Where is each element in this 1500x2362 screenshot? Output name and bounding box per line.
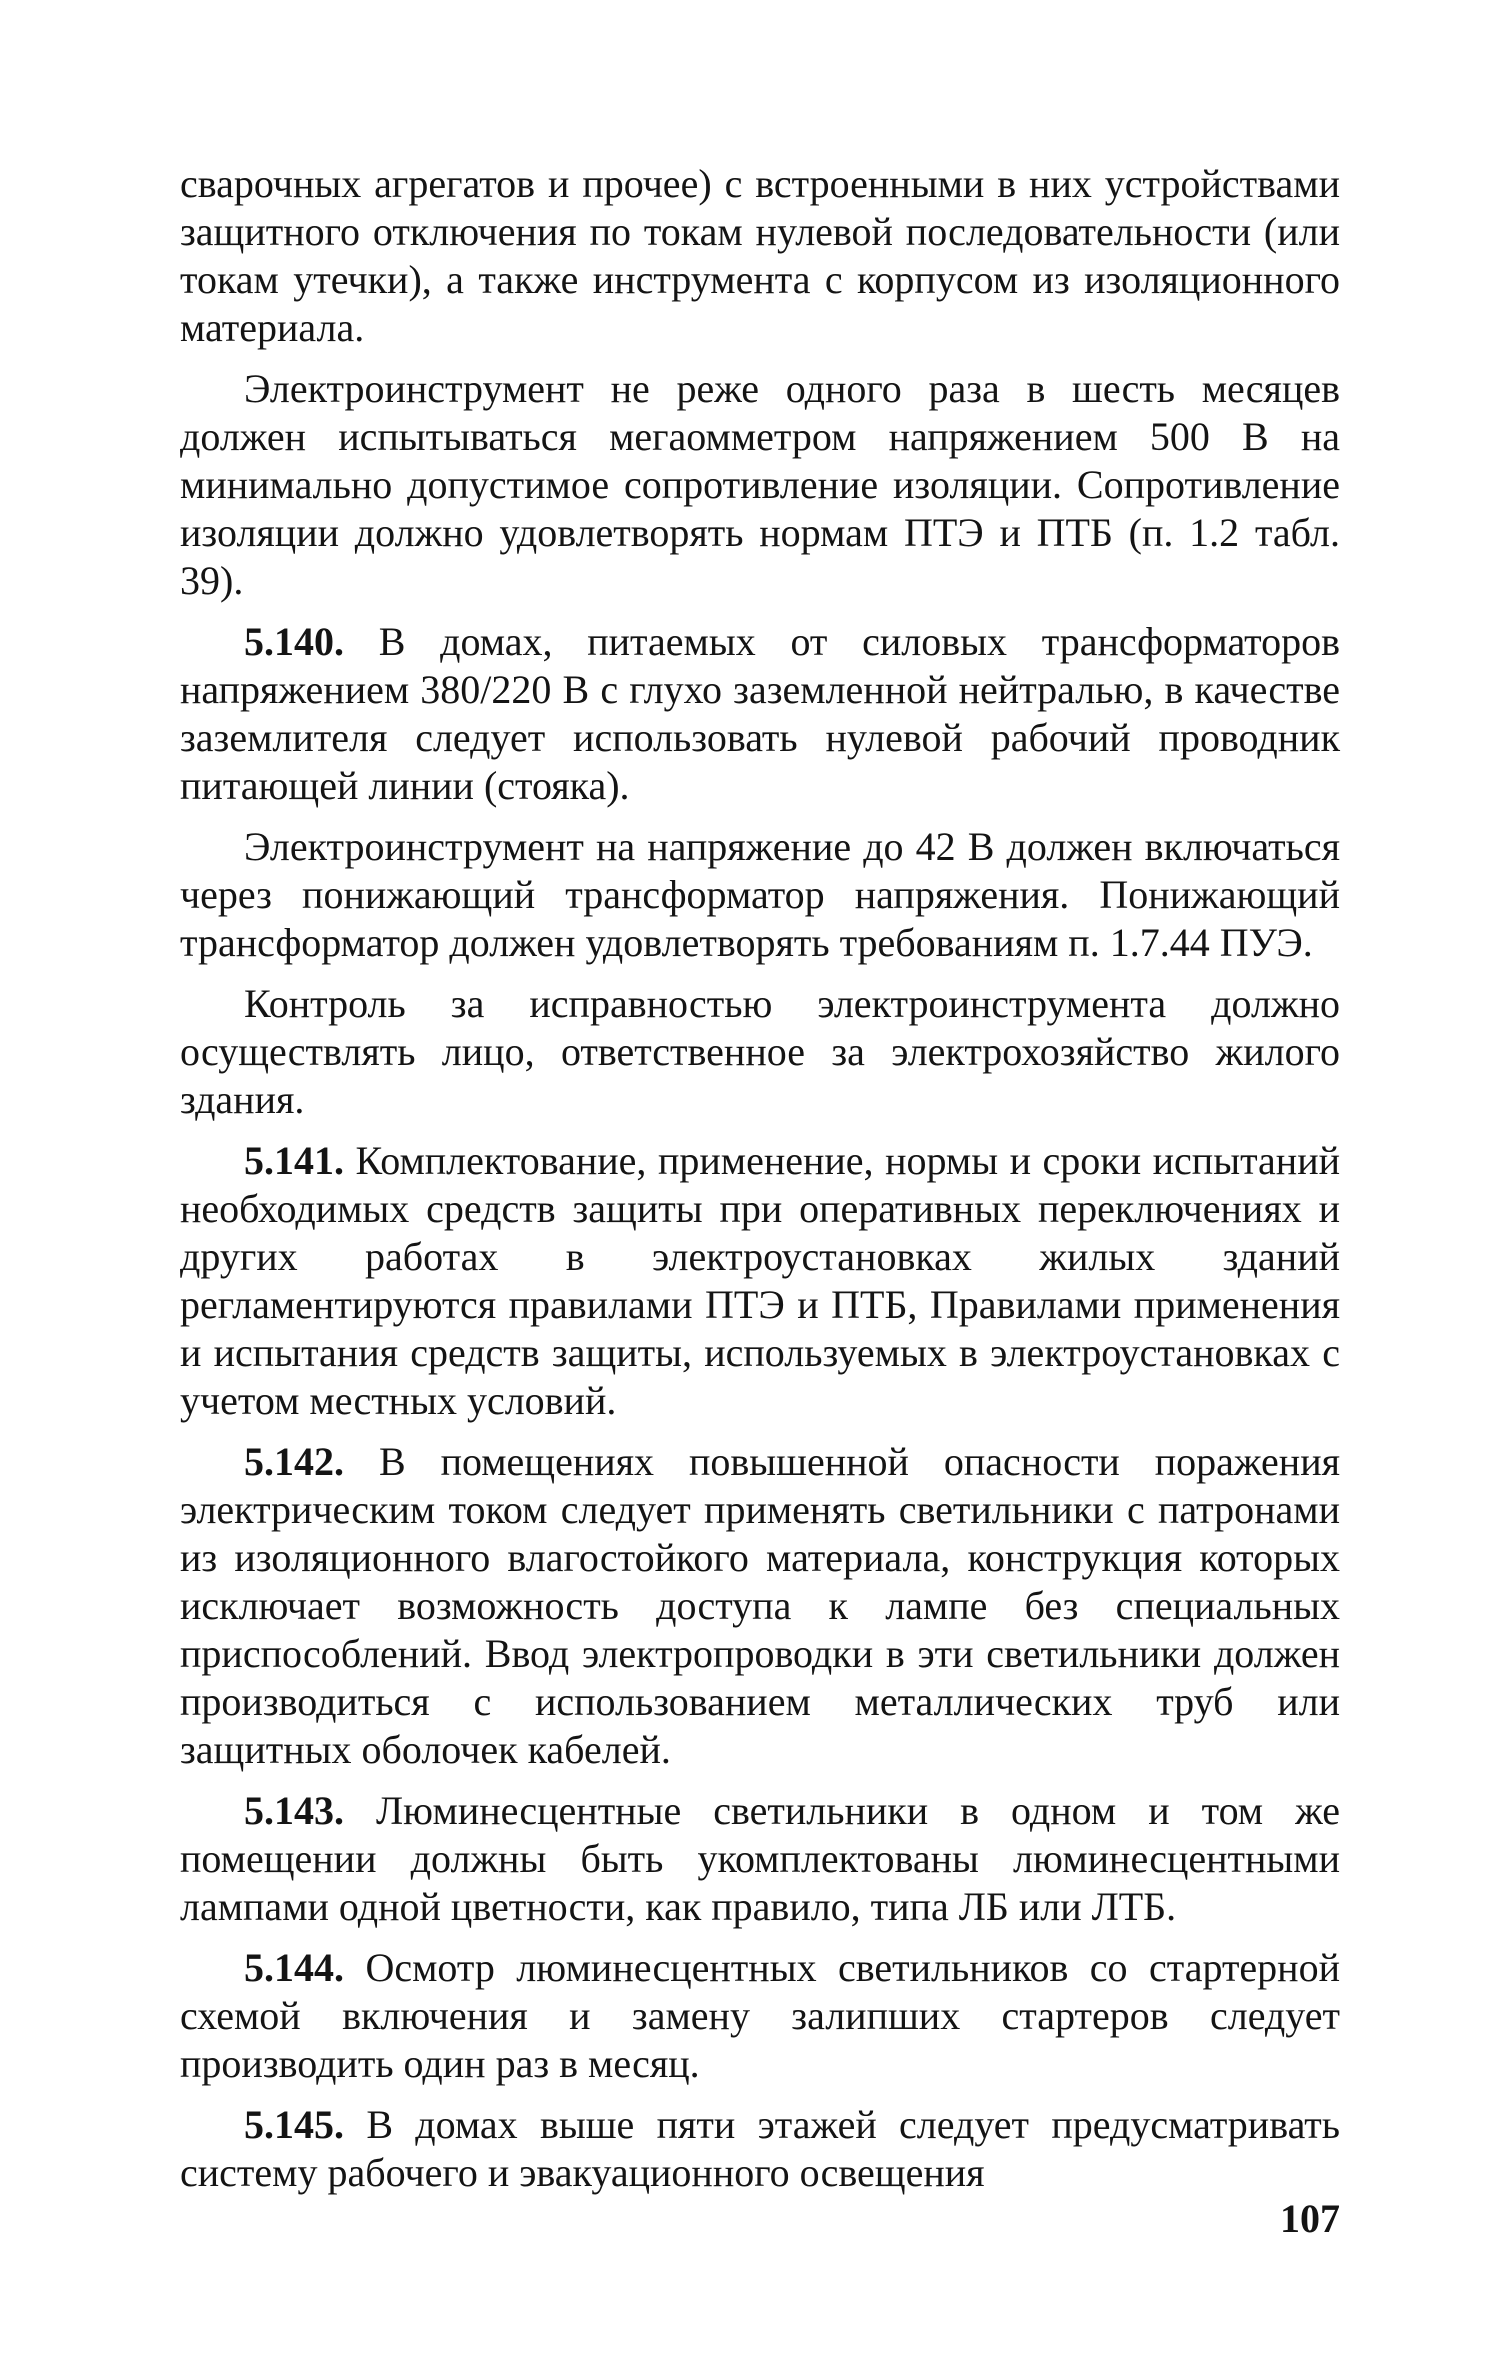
paragraph-text: В домах выше пяти этажей следует предусматривать систему рабочего и эвакуационного освещения <box>180 2102 1341 2195</box>
paragraph-continuation <box>180 160 1340 352</box>
paragraph-text: Электроинструмент на напряжение до 42 В должен включаться через понижающий трансформатор напряжения. Понижающий трансформатор должен удовлетворять требованиям п. 1.7.44 ПУЭ. <box>180 824 1340 965</box>
clause-number: 5.140. <box>244 619 344 664</box>
clause-number: 5.145. <box>244 2102 344 2147</box>
paragraph-text: Электроинструмент не реже одного раза в шесть месяцев должен испытываться мегаомметром напряжением 500 В на минимально допустимое сопротивление изоляции. Сопротивление изоляции должно удовлетворять нормам ПТЭ и ПТБ (п. 1.2 табл. 39). <box>180 366 1340 603</box>
paragraph-text: В домах, питаемых от силовых трансформаторов напряжением 380/220 В с глухо заземленной нейтралью, в качестве заземлителя следует использовать нулевой рабочий проводник питающей линии (стояка). <box>180 619 1341 808</box>
paragraph-text: Контроль за исправностью электроинструмента должно осуществлять лицо, ответственное за электрохозяйство жилого здания. <box>180 981 1340 1122</box>
paragraph-control <box>180 980 1340 1124</box>
paragraph-5-143 <box>180 1787 1340 1931</box>
paragraph-5-141 <box>180 1137 1340 1425</box>
paragraph-text: Люминесцентные светильники в одном и том же помещении должны быть укомплектованы люминесцентными лампами одной цветности, как правило, типа ЛБ или ЛТБ. <box>180 1788 1340 1929</box>
clause-number: 5.142. <box>244 1439 344 1484</box>
paragraph-5-144 <box>180 1944 1340 2088</box>
clause-number: 5.144. <box>244 1945 344 1990</box>
paragraph-text: В помещениях повышенной опасности поражения электрическим током следует применять светильники с патронами из изоляционного влагостойкого материала, конструкция которых исключает возможность доступа к лампе без специальных приспособлений. Ввод электропроводки в эти светильники должен производиться с использованием металлических труб или защитных оболочек кабелей. <box>180 1439 1341 1772</box>
paragraph-insulation-test <box>180 365 1340 605</box>
paragraph-5-140 <box>180 618 1340 810</box>
body-text <box>180 160 1340 2210</box>
page-number: 107 <box>1280 2196 1340 2241</box>
paragraph-5-145 <box>180 2101 1340 2197</box>
clause-number: 5.141. <box>244 1138 344 1183</box>
paragraph-text: сварочных агрегатов и прочее) с встроенными в них устройствами защитного отключения по токам нулевой последовательности (или токам утечки), а также инструмента с корпусом из изоляционного материала. <box>180 161 1340 350</box>
clause-number: 5.143. <box>244 1788 344 1833</box>
paragraph-text: Осмотр люминесцентных светильников со стартерной схемой включения и замену залипших стартеров следует производить один раз в месяц. <box>180 1945 1340 2086</box>
paragraph-5-142 <box>180 1438 1340 1774</box>
paragraph-low-voltage-tool <box>180 823 1340 967</box>
paragraph-text: Комплектование, применение, нормы и сроки испытаний необходимых средств защиты при оперативных переключениях и других работах в электроустановках жилых зданий регламентируются правилами ПТЭ и ПТБ, Правилами применения и испытания средств защиты, используемых в электроустановках с учетом местных условий. <box>180 1138 1341 1423</box>
